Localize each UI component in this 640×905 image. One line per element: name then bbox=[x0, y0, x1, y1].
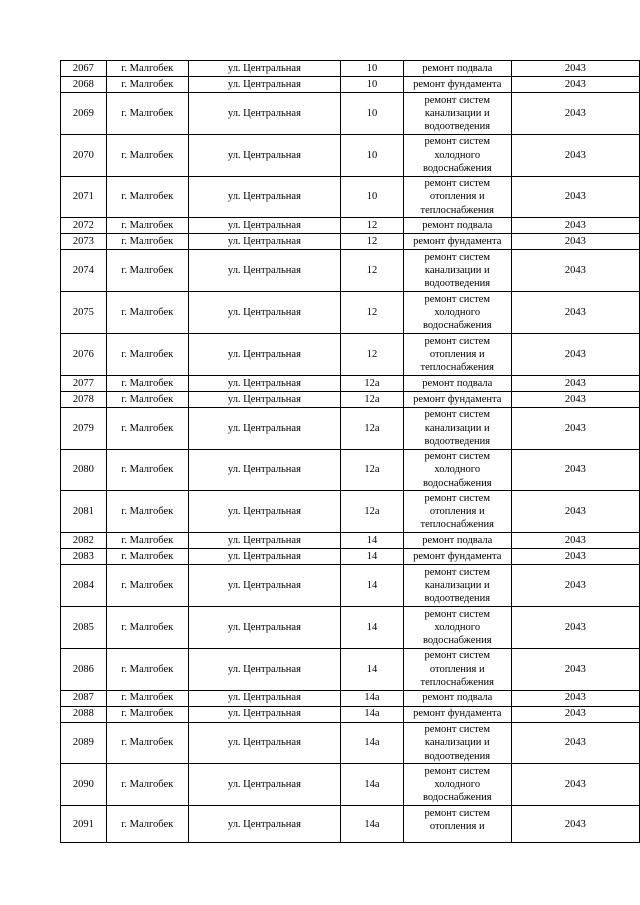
house-number-cell: 14а bbox=[341, 706, 404, 722]
table-row bbox=[61, 77, 640, 93]
year-cell: 2043 bbox=[511, 449, 639, 491]
house-number-cell: 14 bbox=[341, 648, 404, 690]
street-cell: ул. Центральная bbox=[188, 722, 341, 764]
table-row bbox=[61, 176, 640, 218]
table-row bbox=[61, 250, 640, 292]
year-cell: 2043 bbox=[511, 706, 639, 722]
row-number-cell: 2067 bbox=[61, 61, 107, 77]
house-number-cell: 12а bbox=[341, 407, 404, 449]
row-number-cell: 2071 bbox=[61, 176, 107, 218]
work-type-cell: ремонт систем канализации и водоотведения bbox=[403, 722, 511, 764]
work-type-cell: ремонт фундамента bbox=[403, 706, 511, 722]
year-cell: 2043 bbox=[511, 764, 639, 806]
street-cell: ул. Центральная bbox=[188, 533, 341, 549]
city-cell: г. Малгобек bbox=[106, 606, 188, 648]
street-cell: ул. Центральная bbox=[188, 250, 341, 292]
street-cell: ул. Центральная bbox=[188, 375, 341, 391]
house-number-cell: 12 bbox=[341, 234, 404, 250]
city-cell: г. Малгобек bbox=[106, 234, 188, 250]
row-number-cell: 2086 bbox=[61, 648, 107, 690]
work-type-cell: ремонт подвала bbox=[403, 533, 511, 549]
city-cell: г. Малгобек bbox=[106, 565, 188, 607]
row-number-cell: 2074 bbox=[61, 250, 107, 292]
table-row bbox=[61, 375, 640, 391]
table-row bbox=[61, 606, 640, 648]
street-cell: ул. Центральная bbox=[188, 77, 341, 93]
house-number-cell: 14 bbox=[341, 606, 404, 648]
house-number-cell: 14а bbox=[341, 722, 404, 764]
work-type-cell: ремонт фундамента bbox=[403, 234, 511, 250]
row-number-cell: 2090 bbox=[61, 764, 107, 806]
year-cell: 2043 bbox=[511, 391, 639, 407]
city-cell: г. Малгобек bbox=[106, 806, 188, 843]
work-type-cell: ремонт систем холодного водоснабжения bbox=[403, 606, 511, 648]
city-cell: г. Малгобек bbox=[106, 491, 188, 533]
city-cell: г. Малгобек bbox=[106, 375, 188, 391]
work-type-cell: ремонт систем канализации и водоотведения bbox=[403, 93, 511, 135]
row-number-cell: 2091 bbox=[61, 806, 107, 843]
row-number-cell: 2076 bbox=[61, 333, 107, 375]
table-row bbox=[61, 722, 640, 764]
table-row bbox=[61, 333, 640, 375]
street-cell: ул. Центральная bbox=[188, 292, 341, 334]
street-cell: ул. Центральная bbox=[188, 690, 341, 706]
row-number-cell: 2073 bbox=[61, 234, 107, 250]
house-number-cell: 10 bbox=[341, 176, 404, 218]
work-type-cell: ремонт систем канализации и водоотведения bbox=[403, 250, 511, 292]
work-type-cell: ремонт систем отопления и теплоснабжения bbox=[403, 176, 511, 218]
street-cell: ул. Центральная bbox=[188, 449, 341, 491]
year-cell: 2043 bbox=[511, 176, 639, 218]
city-cell: г. Малгобек bbox=[106, 690, 188, 706]
work-type-cell: ремонт подвала bbox=[403, 218, 511, 234]
work-type-cell: ремонт фундамента bbox=[403, 549, 511, 565]
row-number-cell: 2075 bbox=[61, 292, 107, 334]
year-cell: 2043 bbox=[511, 806, 639, 843]
city-cell: г. Малгобек bbox=[106, 706, 188, 722]
street-cell: ул. Центральная bbox=[188, 407, 341, 449]
table-row bbox=[61, 690, 640, 706]
table-row bbox=[61, 449, 640, 491]
year-cell: 2043 bbox=[511, 491, 639, 533]
row-number-cell: 2089 bbox=[61, 722, 107, 764]
house-number-cell: 14а bbox=[341, 764, 404, 806]
street-cell: ул. Центральная bbox=[188, 648, 341, 690]
city-cell: г. Малгобек bbox=[106, 250, 188, 292]
row-number-cell: 2079 bbox=[61, 407, 107, 449]
repair-schedule-table bbox=[60, 60, 640, 843]
work-type-cell: ремонт систем холодного водоснабжения bbox=[403, 292, 511, 334]
work-type-cell: ремонт фундамента bbox=[403, 77, 511, 93]
house-number-cell: 12 bbox=[341, 250, 404, 292]
house-number-cell: 12а bbox=[341, 391, 404, 407]
row-number-cell: 2087 bbox=[61, 690, 107, 706]
row-number-cell: 2084 bbox=[61, 565, 107, 607]
table-row bbox=[61, 407, 640, 449]
work-type-cell: ремонт систем холодного водоснабжения bbox=[403, 764, 511, 806]
table-row bbox=[61, 565, 640, 607]
work-type-cell: ремонт систем холодного водоснабжения bbox=[403, 449, 511, 491]
work-type-cell: ремонт систем канализации и водоотведения bbox=[403, 407, 511, 449]
table-row bbox=[61, 806, 640, 843]
row-number-cell: 2085 bbox=[61, 606, 107, 648]
table-row bbox=[61, 764, 640, 806]
work-type-cell: ремонт подвала bbox=[403, 690, 511, 706]
city-cell: г. Малгобек bbox=[106, 218, 188, 234]
table-row bbox=[61, 93, 640, 135]
work-type-cell: ремонт систем отопления и теплоснабжения bbox=[403, 333, 511, 375]
table-row bbox=[61, 292, 640, 334]
row-number-cell: 2088 bbox=[61, 706, 107, 722]
year-cell: 2043 bbox=[511, 292, 639, 334]
city-cell: г. Малгобек bbox=[106, 533, 188, 549]
year-cell: 2043 bbox=[511, 375, 639, 391]
city-cell: г. Малгобек bbox=[106, 407, 188, 449]
street-cell: ул. Центральная bbox=[188, 606, 341, 648]
street-cell: ул. Центральная bbox=[188, 391, 341, 407]
house-number-cell: 10 bbox=[341, 61, 404, 77]
year-cell: 2043 bbox=[511, 333, 639, 375]
row-number-cell: 2080 bbox=[61, 449, 107, 491]
house-number-cell: 12 bbox=[341, 333, 404, 375]
work-type-cell: ремонт фундамента bbox=[403, 391, 511, 407]
row-number-cell: 2078 bbox=[61, 391, 107, 407]
street-cell: ул. Центральная bbox=[188, 491, 341, 533]
house-number-cell: 12а bbox=[341, 491, 404, 533]
city-cell: г. Малгобек bbox=[106, 648, 188, 690]
table-body bbox=[61, 61, 640, 843]
city-cell: г. Малгобек bbox=[106, 134, 188, 176]
year-cell: 2043 bbox=[511, 407, 639, 449]
year-cell: 2043 bbox=[511, 93, 639, 135]
city-cell: г. Малгобек bbox=[106, 77, 188, 93]
street-cell: ул. Центральная bbox=[188, 134, 341, 176]
city-cell: г. Малгобек bbox=[106, 176, 188, 218]
year-cell: 2043 bbox=[511, 648, 639, 690]
year-cell: 2043 bbox=[511, 234, 639, 250]
work-type-cell: ремонт систем отопления и теплоснабжения bbox=[403, 648, 511, 690]
table-row bbox=[61, 648, 640, 690]
house-number-cell: 10 bbox=[341, 93, 404, 135]
table-row bbox=[61, 391, 640, 407]
house-number-cell: 14а bbox=[341, 806, 404, 843]
work-type-cell: ремонт систем отопления и теплоснабжения bbox=[403, 491, 511, 533]
year-cell: 2043 bbox=[511, 690, 639, 706]
row-number-cell: 2082 bbox=[61, 533, 107, 549]
row-number-cell: 2068 bbox=[61, 77, 107, 93]
city-cell: г. Малгобек bbox=[106, 722, 188, 764]
house-number-cell: 10 bbox=[341, 134, 404, 176]
street-cell: ул. Центральная bbox=[188, 549, 341, 565]
year-cell: 2043 bbox=[511, 134, 639, 176]
street-cell: ул. Центральная bbox=[188, 806, 341, 843]
city-cell: г. Малгобек bbox=[106, 292, 188, 334]
city-cell: г. Малгобек bbox=[106, 61, 188, 77]
house-number-cell: 12а bbox=[341, 449, 404, 491]
city-cell: г. Малгобек bbox=[106, 449, 188, 491]
house-number-cell: 12 bbox=[341, 292, 404, 334]
table-row bbox=[61, 134, 640, 176]
city-cell: г. Малгобек bbox=[106, 93, 188, 135]
house-number-cell: 14 bbox=[341, 565, 404, 607]
table-row bbox=[61, 61, 640, 77]
year-cell: 2043 bbox=[511, 218, 639, 234]
street-cell: ул. Центральная bbox=[188, 764, 341, 806]
year-cell: 2043 bbox=[511, 722, 639, 764]
row-number-cell: 2077 bbox=[61, 375, 107, 391]
street-cell: ул. Центральная bbox=[188, 333, 341, 375]
street-cell: ул. Центральная bbox=[188, 218, 341, 234]
city-cell: г. Малгобек bbox=[106, 333, 188, 375]
table-row bbox=[61, 234, 640, 250]
city-cell: г. Малгобек bbox=[106, 764, 188, 806]
table-row bbox=[61, 549, 640, 565]
year-cell: 2043 bbox=[511, 606, 639, 648]
table-row bbox=[61, 533, 640, 549]
street-cell: ул. Центральная bbox=[188, 176, 341, 218]
house-number-cell: 14 bbox=[341, 533, 404, 549]
year-cell: 2043 bbox=[511, 549, 639, 565]
city-cell: г. Малгобек bbox=[106, 549, 188, 565]
house-number-cell: 14а bbox=[341, 690, 404, 706]
street-cell: ул. Центральная bbox=[188, 706, 341, 722]
street-cell: ул. Центральная bbox=[188, 61, 341, 77]
house-number-cell: 12а bbox=[341, 375, 404, 391]
year-cell: 2043 bbox=[511, 77, 639, 93]
street-cell: ул. Центральная bbox=[188, 234, 341, 250]
year-cell: 2043 bbox=[511, 533, 639, 549]
work-type-cell: ремонт подвала bbox=[403, 375, 511, 391]
city-cell: г. Малгобек bbox=[106, 391, 188, 407]
year-cell: 2043 bbox=[511, 565, 639, 607]
table-row bbox=[61, 218, 640, 234]
street-cell: ул. Центральная bbox=[188, 93, 341, 135]
house-number-cell: 10 bbox=[341, 77, 404, 93]
house-number-cell: 14 bbox=[341, 549, 404, 565]
row-number-cell: 2072 bbox=[61, 218, 107, 234]
row-number-cell: 2083 bbox=[61, 549, 107, 565]
year-cell: 2043 bbox=[511, 61, 639, 77]
table-row bbox=[61, 491, 640, 533]
table-row bbox=[61, 706, 640, 722]
work-type-cell: ремонт систем канализации и водоотведения bbox=[403, 565, 511, 607]
street-cell: ул. Центральная bbox=[188, 565, 341, 607]
row-number-cell: 2070 bbox=[61, 134, 107, 176]
row-number-cell: 2069 bbox=[61, 93, 107, 135]
house-number-cell: 12 bbox=[341, 218, 404, 234]
work-type-cell: ремонт систем холодного водоснабжения bbox=[403, 134, 511, 176]
work-type-cell: ремонт подвала bbox=[403, 61, 511, 77]
row-number-cell: 2081 bbox=[61, 491, 107, 533]
work-type-cell: ремонт систем отопления и bbox=[403, 806, 511, 843]
year-cell: 2043 bbox=[511, 250, 639, 292]
